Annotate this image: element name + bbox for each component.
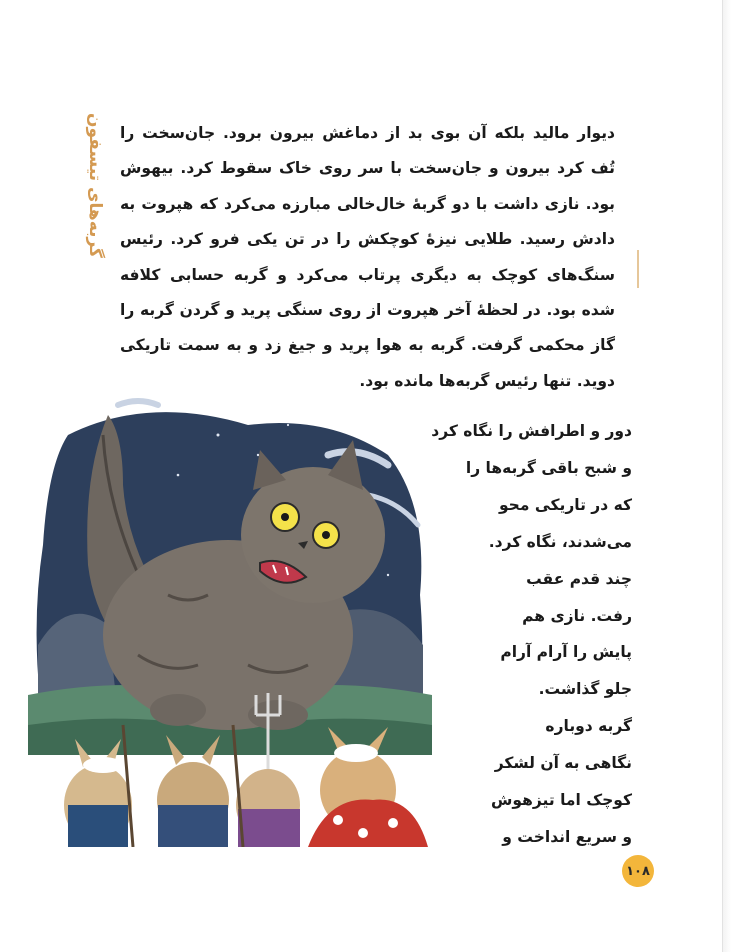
side-text-line: رفت. نازی هم [522, 606, 632, 625]
side-text-line: می‌شدند، نگاه کرد. [488, 532, 632, 551]
side-text-line: و شبح باقی گربه‌ها را [465, 458, 632, 477]
page-edge-line [722, 0, 723, 952]
main-paragraph: دیوار مالید بلکه آن بوی بد از دماغش بیرون برود. جان‌سخت را تُف کرد بیرون و جان‌سخت با سر روی خاک سقوط کرد. بیهوش بود. نازی داشت با دو گربهٔ خال‌خالی مبارزه می‌کرد که هپروت به دادش رسید. طلایی نیزهٔ کوچکش را در تن یکی فرو کرد. رئیس سنگ‌های کوچک به دیگری پرتاب می‌کرد و گربه حسابی کلافه شده بود. در لحظهٔ آخر هپروت از روی سنگی پرید و گردن گربه را گاز محکمی گرفت. گربه به هوا پرید و جیغ زد و به سمت تاریکی دوید. تنها رئیس گربه‌ها مانده بود. [120, 124, 615, 390]
side-text-line: دور و اطرافش را نگاه کرد [431, 422, 632, 440]
running-head-rule [637, 250, 639, 288]
side-text-line: نگاهی به آن لشکر [494, 754, 632, 773]
side-text-line: گربه دوباره [545, 717, 632, 736]
side-text-line: پایش را آرام آرام [500, 643, 632, 662]
running-head: گربه‌های تیسفون [85, 113, 105, 258]
page-edge-shadow [723, 0, 731, 952]
main-text-block [120, 116, 615, 399]
page-number-badge [622, 855, 654, 887]
side-text-line: کوچک اما تیزهوش [491, 791, 632, 810]
side-text-block [432, 413, 632, 856]
side-text-line: و سریع انداخت و [502, 827, 632, 846]
page-number: ۱۰۸ [626, 863, 650, 879]
side-text-line: چند قدم عقب [526, 569, 632, 588]
cat-illustration [28, 395, 432, 847]
side-text-line: جلو گذاشت. [538, 680, 632, 699]
side-text-line: که در تاریکی محو [498, 495, 632, 514]
